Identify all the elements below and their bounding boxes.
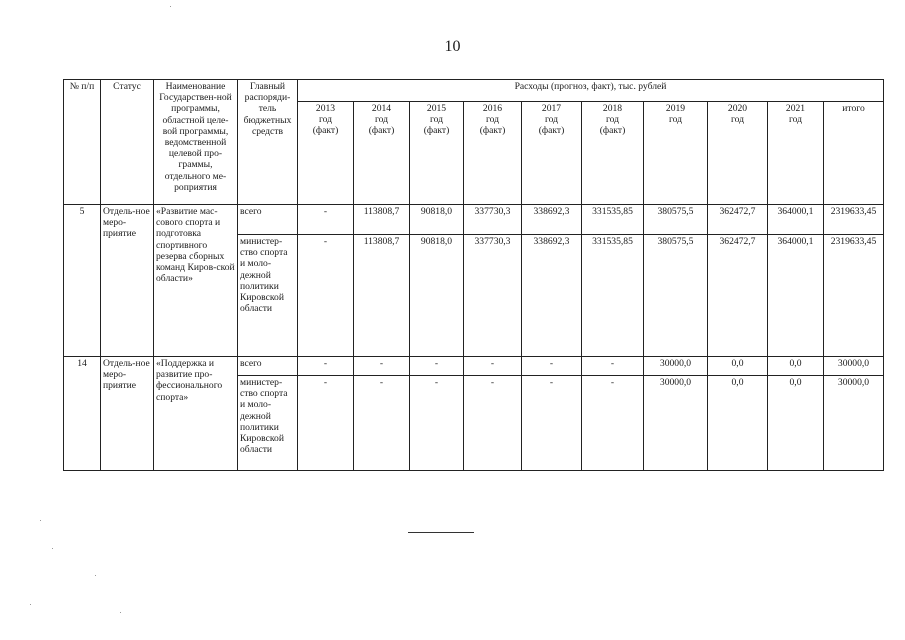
header-year-2020: 2020 год <box>708 102 768 205</box>
value-cell: 0,0 <box>768 376 824 471</box>
separator-line <box>408 532 474 533</box>
scan-speck <box>120 612 121 613</box>
value-cell: 90818,0 <box>410 205 464 235</box>
value-cell: 331535,85 <box>582 205 644 235</box>
scan-speck <box>40 520 41 521</box>
header-program-name: Наименование Государствен-ной программы, областной целе-вой программы, ведомственной целевой про-граммы, отдельного ме-роприятия <box>154 80 238 205</box>
scan-speck <box>52 548 53 549</box>
value-cell: 362472,7 <box>708 235 768 357</box>
value-cell: 362472,7 <box>708 205 768 235</box>
value-cell: 113808,7 <box>354 205 410 235</box>
value-cell: - <box>410 357 464 376</box>
value-cell: 30000,0 <box>644 376 708 471</box>
budget-table <box>63 79 884 471</box>
header-year-2018: 2018 год (факт) <box>582 102 644 205</box>
value-cell: - <box>354 357 410 376</box>
page-number: 10 <box>444 38 461 55</box>
row-manager: всего <box>238 357 298 376</box>
scan-speck <box>170 6 171 7</box>
value-cell: 0,0 <box>708 376 768 471</box>
value-cell: - <box>298 357 354 376</box>
total-cell: 30000,0 <box>824 357 884 376</box>
value-cell: 364000,1 <box>768 205 824 235</box>
value-cell: 331535,85 <box>582 235 644 357</box>
header-row-top <box>64 80 884 102</box>
header-year-2016: 2016 год (факт) <box>464 102 522 205</box>
row-num: 14 <box>64 357 101 471</box>
value-cell: - <box>298 205 354 235</box>
scan-speck <box>95 575 96 576</box>
value-cell: - <box>354 376 410 471</box>
row-status: Отдель-ное меро-приятие <box>101 205 154 357</box>
total-cell: 2319633,45 <box>824 235 884 357</box>
header-year-2021: 2021 год <box>768 102 824 205</box>
value-cell: 30000,0 <box>644 357 708 376</box>
row-manager: министер-ство спорта и моло-дежной политики Кировской области <box>238 235 298 357</box>
value-cell: 90818,0 <box>410 235 464 357</box>
value-cell: 338692,3 <box>522 235 582 357</box>
row-program-name: «Развитие мас-сового спорта и подготовка спортивного резерва сборных команд Киров-ской области» <box>154 205 238 357</box>
value-cell: - <box>464 376 522 471</box>
header-expenses: Расходы (прогноз, факт), тыс. рублей <box>298 80 884 102</box>
header-status: Статус <box>101 80 154 205</box>
header-budget-manager: Главный распоряди-тель бюджетных средств <box>238 80 298 205</box>
table-row <box>64 205 884 235</box>
header-year-2014: 2014 год (факт) <box>354 102 410 205</box>
value-cell: 0,0 <box>768 357 824 376</box>
value-cell: 338692,3 <box>522 205 582 235</box>
row-status: Отдель-ное меро-приятие <box>101 357 154 471</box>
value-cell: - <box>582 376 644 471</box>
row-num: 5 <box>64 205 101 357</box>
value-cell: - <box>298 235 354 357</box>
value-cell: - <box>582 357 644 376</box>
value-cell: - <box>464 357 522 376</box>
header-year-2015: 2015 год (факт) <box>410 102 464 205</box>
value-cell: 380575,5 <box>644 235 708 357</box>
value-cell: - <box>522 357 582 376</box>
value-cell: 364000,1 <box>768 235 824 357</box>
total-cell: 2319633,45 <box>824 205 884 235</box>
header-year-2013: 2013 год (факт) <box>298 102 354 205</box>
row-manager: министер-ство спорта и моло-дежной политики Кировской области <box>238 376 298 471</box>
table-row <box>64 357 884 376</box>
value-cell: 337730,3 <box>464 235 522 357</box>
value-cell: 380575,5 <box>644 205 708 235</box>
total-cell: 30000,0 <box>824 376 884 471</box>
header-year-2019: 2019 год <box>644 102 708 205</box>
value-cell: 0,0 <box>708 357 768 376</box>
scan-speck <box>30 604 31 605</box>
value-cell: - <box>410 376 464 471</box>
value-cell: - <box>522 376 582 471</box>
row-manager: всего <box>238 205 298 235</box>
row-program-name: «Поддержка и развитие про-фессионального спорта» <box>154 357 238 471</box>
header-year-2017: 2017 год (факт) <box>522 102 582 205</box>
value-cell: 113808,7 <box>354 235 410 357</box>
value-cell: - <box>298 376 354 471</box>
header-total: итого <box>824 102 884 205</box>
value-cell: 337730,3 <box>464 205 522 235</box>
header-num: № п/п <box>64 80 101 205</box>
